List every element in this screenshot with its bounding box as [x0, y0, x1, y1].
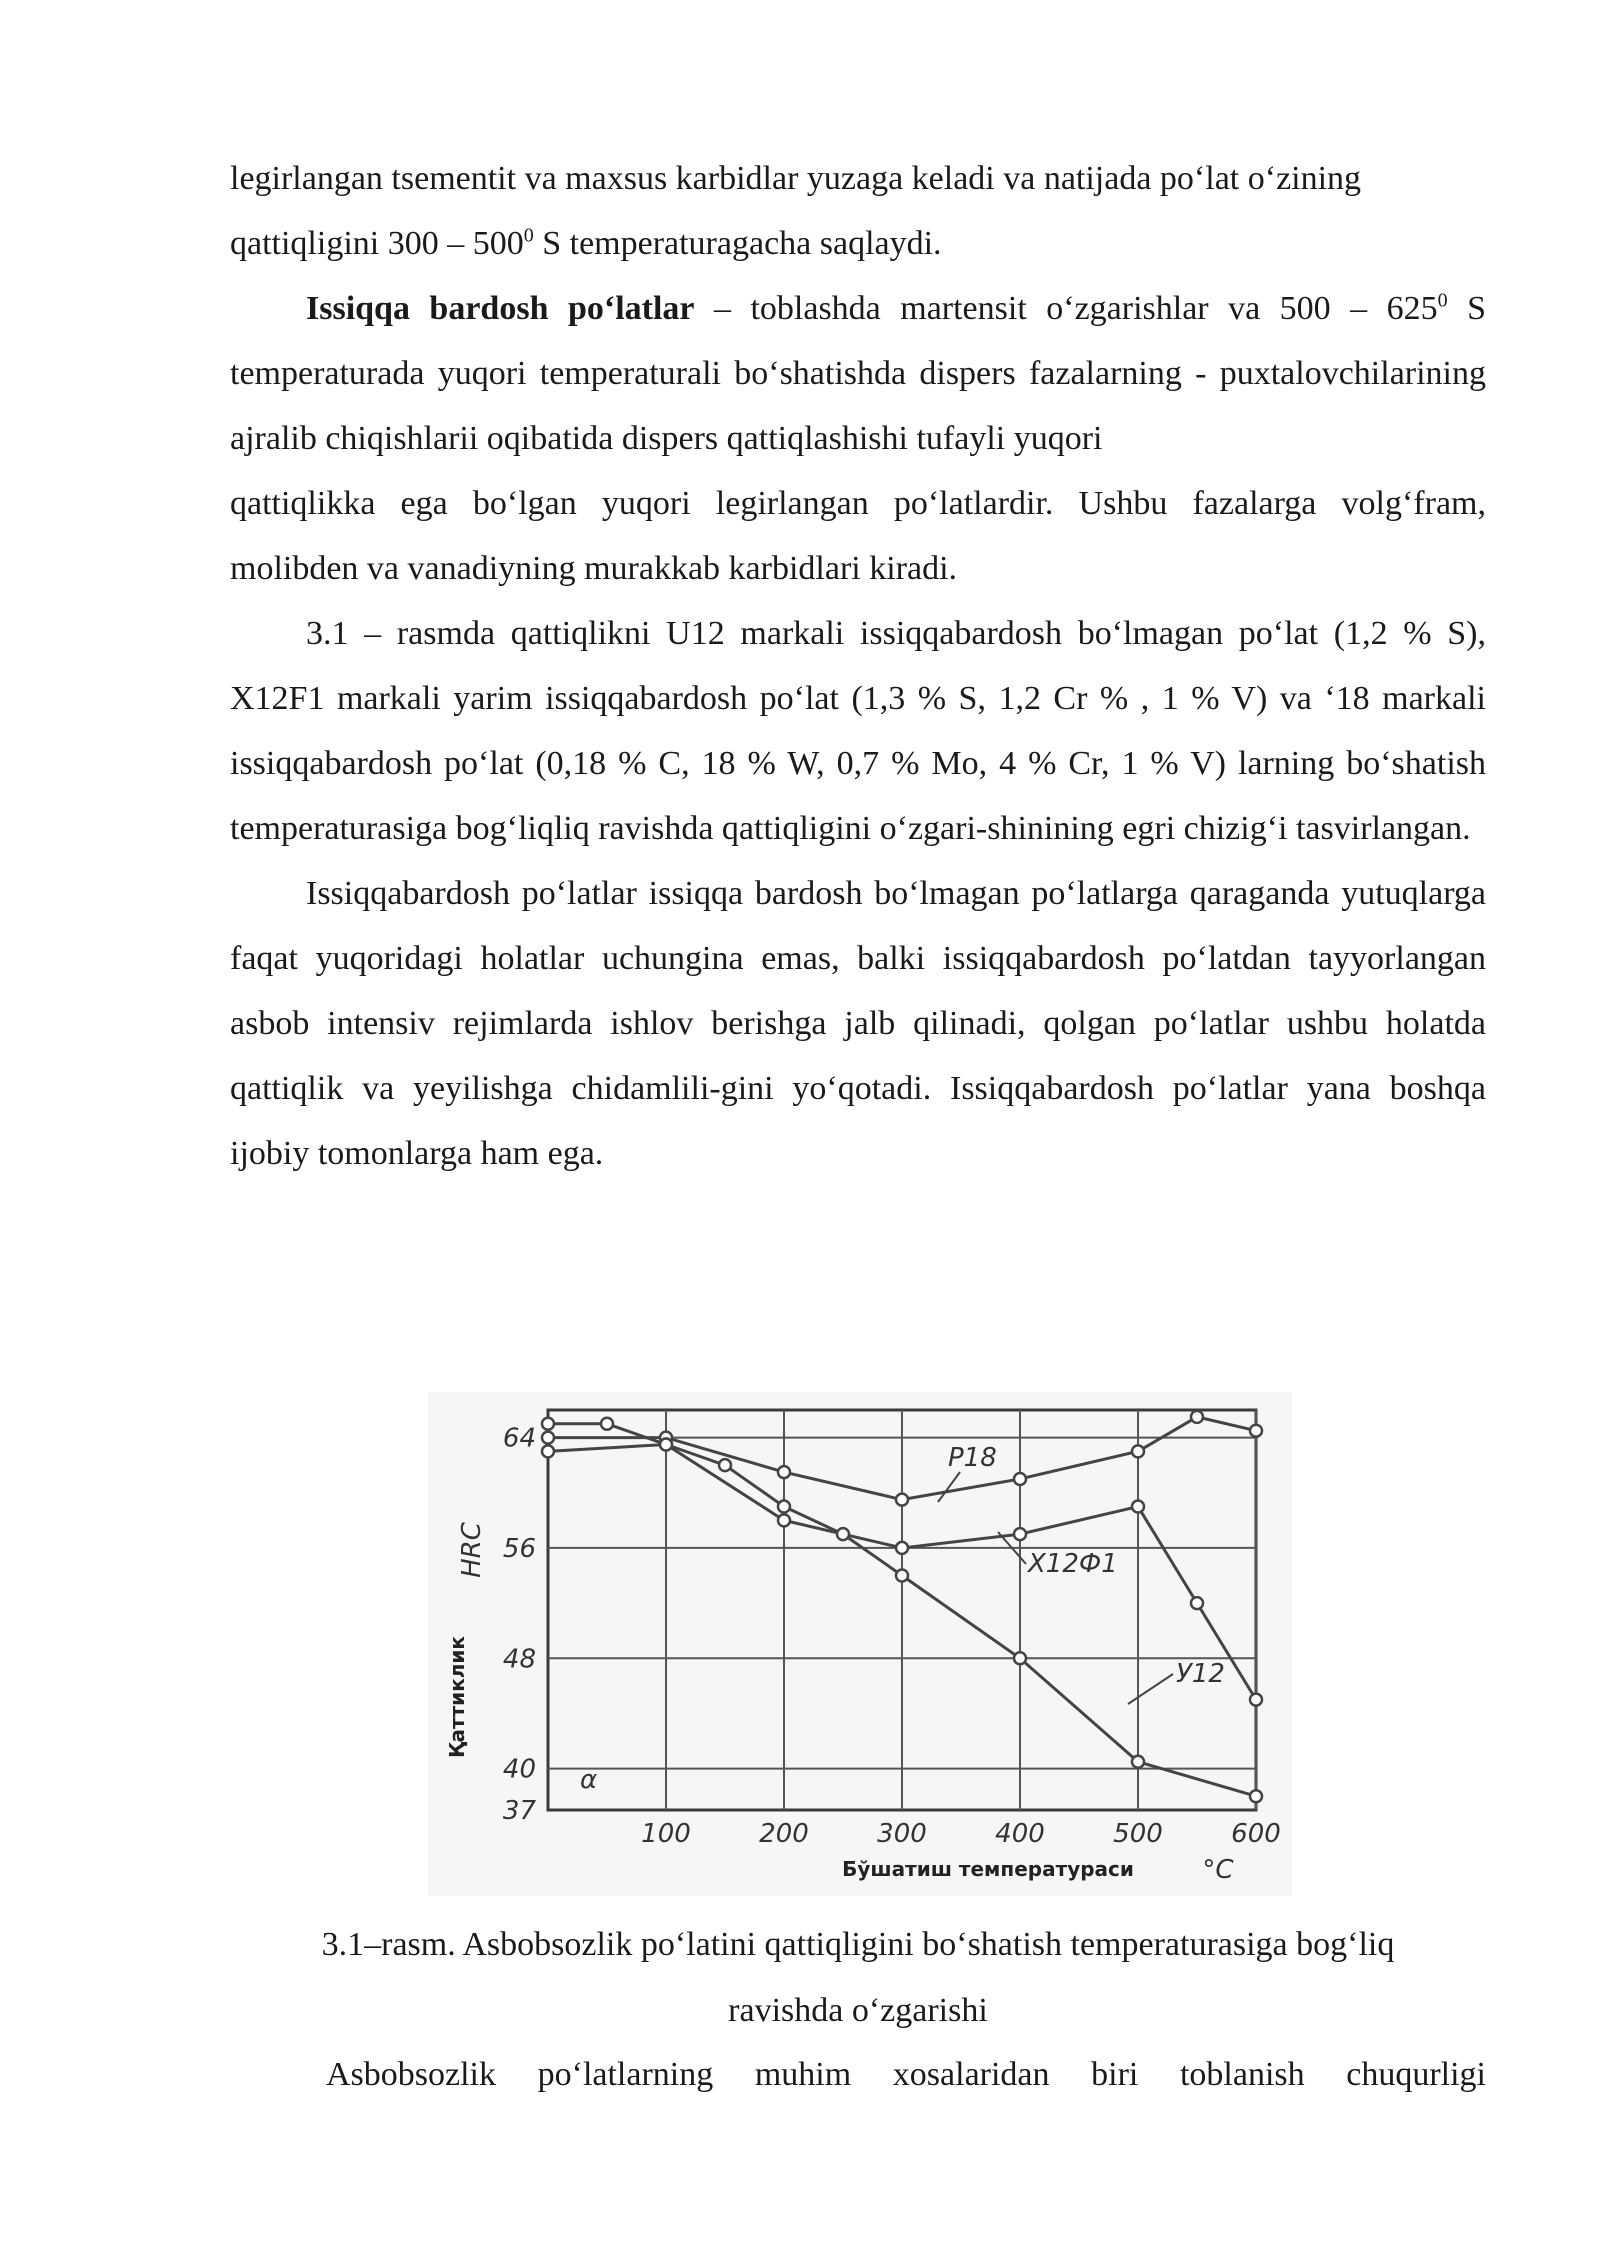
y-tick-label-1: 56: [502, 1533, 536, 1564]
series-0-point-0: [542, 1432, 554, 1444]
y-tick-label-4: 37: [502, 1796, 536, 1826]
series-0-point-7: [1250, 1425, 1262, 1437]
hardness-chart-svg: [428, 1392, 1292, 1896]
body-text: [230, 146, 1486, 1186]
series-1-point-5: [1132, 1501, 1144, 1513]
term-heat-resistant-steels: Issiqqa bardosh po‘latlar: [306, 290, 695, 327]
series-1-point-4: [1014, 1528, 1026, 1540]
hardness-chart: [428, 1392, 1292, 1896]
y-axis-label: Қаттиклик: [445, 1635, 469, 1759]
series-1-point-3: [896, 1542, 908, 1554]
paragraph-1-line-1: legirlangan tsementit va maxsus karbidlar yuzaga keladi va natijada po‘lat o‘zining: [230, 160, 1362, 197]
series-label-0: P18: [948, 1443, 997, 1473]
degree-superscript: 0: [523, 224, 534, 247]
series-0-point-5: [1132, 1445, 1144, 1457]
x-tick-label-4: 500: [1113, 1819, 1163, 1849]
series-0-point-6: [1191, 1411, 1203, 1423]
series-label-leader-0: [938, 1472, 960, 1502]
x-tick-label-3: 400: [995, 1819, 1045, 1849]
series-1-point-2: [778, 1514, 790, 1526]
paragraph-1-line-2a: qattiqligini 300 – 500: [230, 225, 524, 262]
y-axis-unit: HRC: [457, 1522, 487, 1578]
x-axis-unit: °C: [1202, 1855, 1234, 1885]
paragraph-6-start: Asbobsozlik po‘latlarning muhim xosalaridan biri toblanish chuqurligi: [326, 2056, 1486, 2093]
series-0-point-4: [1014, 1473, 1026, 1485]
degree-superscript-2: 0: [1437, 289, 1448, 312]
paragraph-2: [230, 276, 1486, 471]
paragraph-2-text-b: S temperaturada yuqori temperaturali bo‘shatishda dispers fazalarning - puxtalovchilarining ajralib chiqishlarii oqibatida dispers qattiqlashishi tufayli yuqori: [230, 290, 1487, 457]
x-tick-label-2: 300: [877, 1819, 927, 1849]
x-tick-label-0: 100: [641, 1819, 691, 1849]
series-1-point-6: [1191, 1597, 1203, 1609]
paragraph-1-line-2b: S temperaturagacha saqlaydi.: [533, 225, 942, 262]
series-2-point-2: [660, 1438, 672, 1450]
paragraph-5: Issiqqabardosh po‘latlar issiqqa bardosh bo‘lmagan po‘latlarga qaraganda yutuqlarga faqat yuqoridagi holatlar uchungina emas, balki issiqqabardosh po‘latdan tayyorlangan asbob intensiv rejimlarda ishlov berishga jalb qilinadi, qolgan po‘latlar ushbu holatda qattiqlik va yeyilishga chidamlili-gini yo‘qotadi. Issiqqabardosh po‘latlar yana boshqa ijobiy tomonlarga ham ega.: [230, 875, 1486, 1172]
series-2-point-4: [778, 1501, 790, 1513]
series-1-point-0: [542, 1445, 554, 1457]
series-label-leader-2: [1128, 1674, 1173, 1704]
x-tick-label-1: 200: [759, 1819, 809, 1849]
panel-letter: α: [580, 1765, 598, 1795]
series-2-point-8: [1132, 1756, 1144, 1768]
series-0-point-3: [896, 1494, 908, 1506]
series-2-point-6: [896, 1570, 908, 1582]
series-2-point-0: [542, 1418, 554, 1430]
y-tick-label-2: 48: [502, 1644, 536, 1675]
series-0-point-2: [778, 1466, 790, 1478]
series-label-1: X12Ф1: [1028, 1549, 1118, 1579]
caption-line-2: ravishda o‘zgarishi: [728, 1992, 988, 2029]
x-tick-label-5: 600: [1231, 1819, 1281, 1849]
figure-caption: [230, 1912, 1486, 2044]
y-tick-label-0: 64: [502, 1423, 536, 1454]
series-2-point-1: [601, 1418, 613, 1430]
series-2-point-9: [1250, 1790, 1262, 1802]
series-2-point-5: [837, 1528, 849, 1540]
paragraph-2-text-a: – toblashda martensit o‘zgarishlar va 500 – 625: [694, 290, 1438, 327]
series-2-point-3: [719, 1459, 731, 1471]
y-tick-label-3: 40: [502, 1754, 536, 1785]
paragraph-3: qattiqlikka ega bo‘lgan yuqori legirlangan po‘latlardir. Ushbu fazalarga volg‘fram, molibden va vanadiyning murakkab karbidlari kiradi.: [230, 485, 1486, 587]
series-label-2: У12: [1176, 1659, 1225, 1689]
paragraph-4: 3.1 – rasmda qattiqlikni U12 markali issiqqabardosh bo‘lmagan po‘lat (1,2 % S), X12F1 markali yarim issiqqabardosh po‘lat (1,3 % S, 1,2 Cr % , 1 % V) va ‘18 markali issiqqabardosh po‘lat (0,18 % C, 18 % W, 0,7 % Mo, 4 % Cr, 1 % V) larning bo‘shatish temperaturasiga bog‘liqliq ravishda qattiqligini o‘zgari-shinining egri chizig‘i tasvirlangan.: [230, 615, 1486, 847]
caption-line-1: 3.1–rasm. Asbobsozlik po‘latini qattiqligini bo‘shatish temperaturasiga bog‘liq: [321, 1926, 1395, 1963]
series-2-point-7: [1014, 1652, 1026, 1664]
paragraph-1: [230, 146, 1486, 276]
x-axis-label: Бўшатиш температураси: [842, 1857, 1134, 1881]
series-1-point-7: [1250, 1694, 1262, 1706]
